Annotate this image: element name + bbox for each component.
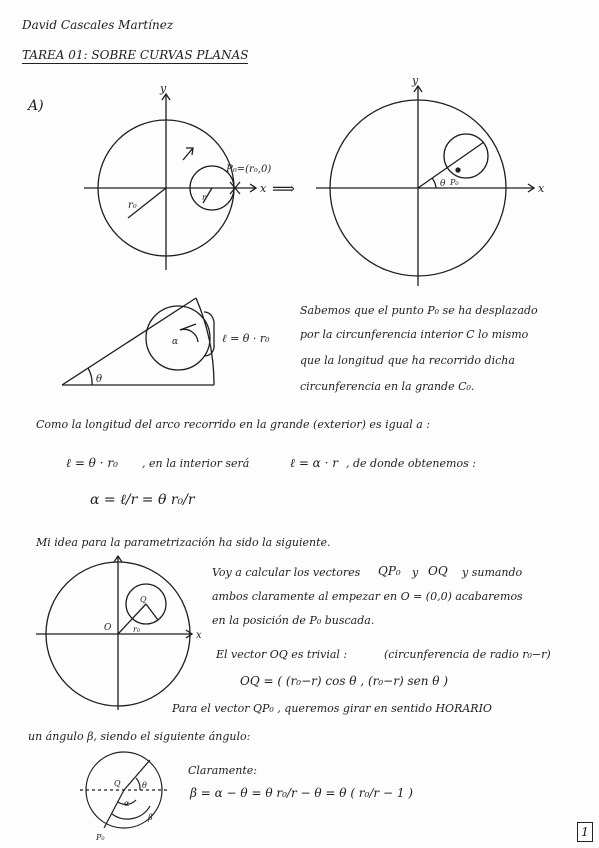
y-label-1: y	[160, 82, 167, 95]
text-inline: y	[412, 566, 419, 579]
text-line: Para el vector QP₀ , queremos girar en sentido HORARIO	[172, 702, 492, 715]
theta-label-3: θ	[96, 374, 103, 385]
y-label-2: y	[412, 74, 419, 87]
page-title: TAREA 01: SOBRE CURVAS PLANAS	[22, 48, 249, 62]
r0-label-1: r₀	[128, 200, 137, 211]
text-line: (circunferencia de radio r₀−r)	[384, 648, 551, 661]
text-inline: , de donde obtenemos :	[346, 457, 476, 470]
text-line: Claramente:	[188, 764, 257, 777]
implies-arrow: ⟹	[272, 179, 295, 198]
r0-label-4: r₀	[133, 625, 141, 634]
text-line: Voy a calcular los vectores	[212, 566, 361, 579]
x-label-1: x	[260, 182, 267, 195]
equation-oq: OQ = ( (r₀−r) cos θ , (r₀−r) sen θ )	[240, 674, 448, 688]
q-label-5: Q	[114, 779, 121, 788]
equation-arc-outer: ℓ = θ · r₀	[66, 456, 118, 470]
arc-length-label: ℓ = θ · r₀	[222, 332, 270, 345]
x-label-2: x	[538, 182, 545, 195]
text-line: Como la longitud del arco recorrido en la grande (exterior) es igual a :	[36, 418, 431, 431]
equation-beta: β = α − θ = θ r₀/r − θ = θ ( r₀/r − 1 )	[190, 786, 413, 800]
page-number: 1	[577, 822, 593, 842]
text-line: ambos claramente al empezar en O = (0,0) acabaremos	[212, 590, 523, 603]
text-line: El vector OQ es trivial :	[216, 648, 348, 661]
text-line: que la longitud que ha recorrido dicha	[300, 354, 515, 367]
beta-label-5: β	[148, 813, 153, 822]
p0-label-2: P₀	[450, 178, 459, 187]
x-label-4: x	[196, 630, 202, 641]
equation-alpha: α = ℓ/r = θ r₀/r	[90, 492, 195, 508]
q-label-4: Q	[140, 595, 147, 604]
text-line: Mi idea para la parametrización ha sido la siguiente.	[36, 536, 331, 549]
text-inline: , en la interior será	[142, 457, 250, 470]
equation-arc-inner: ℓ = α · r	[290, 456, 338, 470]
text-line: circunferencia en la grande C₀.	[300, 380, 475, 393]
text-line: en la posición de P₀ buscada.	[212, 614, 375, 627]
alpha-label-5: α	[124, 799, 130, 808]
vector-oq: OQ	[428, 564, 448, 578]
theta-label-2: θ	[440, 179, 446, 189]
r-label-1: r	[202, 193, 206, 202]
vector-qp0: QP₀	[378, 564, 401, 578]
text-inline: y sumando	[462, 566, 523, 579]
p0-label-1: P₀=(r₀,0)	[226, 164, 272, 175]
text-line: por la circunferencia interior C lo mismo	[300, 328, 529, 341]
theta-label-5: θ	[142, 781, 147, 790]
alpha-label-3: α	[172, 337, 179, 347]
p0-label-5: P₀	[96, 833, 105, 842]
origin-label: O	[104, 623, 112, 633]
section-label-a: A)	[28, 98, 44, 114]
text-line: Sabemos que el punto P₀ se ha desplazado	[300, 304, 538, 317]
text-line: un ángulo β, siendo el siguiente ángulo:	[28, 730, 251, 743]
author-name: David Cascales Martínez	[22, 18, 174, 32]
